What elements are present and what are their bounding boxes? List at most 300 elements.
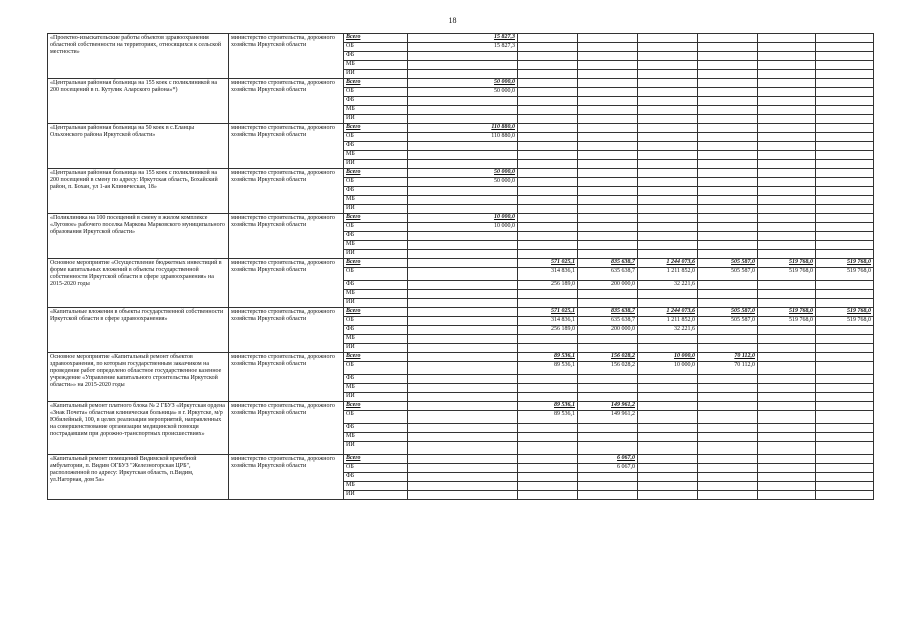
funding-source-cell: ИИ — [344, 160, 408, 169]
amount-cell — [518, 61, 578, 70]
amount-cell — [758, 455, 816, 464]
amount-cell — [698, 187, 758, 196]
funding-source-cell: ОБ — [344, 268, 408, 281]
funding-source-cell: ОБ — [344, 88, 408, 97]
amount-cell — [638, 196, 698, 205]
amount-cell: 89 536,1 — [518, 362, 578, 375]
amount-cell — [758, 473, 816, 482]
budget-table-body — [48, 34, 874, 500]
amount-cell — [638, 133, 698, 142]
funding-source-cell: ОБ — [344, 464, 408, 473]
amount-cell — [408, 115, 518, 124]
amount-cell: 505 587,0 — [698, 308, 758, 317]
amount-cell — [816, 393, 874, 402]
amount-cell: 32 221,6 — [638, 281, 698, 290]
amount-cell — [816, 353, 874, 362]
amount-cell — [758, 61, 816, 70]
amount-cell — [698, 393, 758, 402]
event-name-cell: Основное мероприятие «Осуществление бюджетных инвестиций в форме капитальных вложений в объекты государственной собственности Иркутской области в сфере здравоохранения» на 2015-2020 годы — [48, 259, 229, 308]
budget-row — [48, 402, 874, 411]
event-name-cell: Основное мероприятие «Капитальный ремонт объектов здравоохранения, по которым государственным заказчиком на проведение работ определено областное государственное казенное учреждение «Управление капитального строительства Иркутской области»» на 2015-2020 годы — [48, 353, 229, 402]
amount-cell — [698, 34, 758, 43]
amount-cell — [698, 151, 758, 160]
amount-cell — [578, 442, 638, 455]
event-name-cell: «Капитальный ремонт помещений Видимской врачебной амбулатории, п. Видим ОГБУЗ "Железногорская ЦРБ", расположенной по адресу: Иркутская область, п.Видим, ул.Нагорная, дом 5а» — [48, 455, 229, 500]
amount-cell — [578, 223, 638, 232]
amount-cell: 89 536,1 — [518, 353, 578, 362]
amount-cell — [698, 97, 758, 106]
amount-cell — [816, 106, 874, 115]
amount-cell: 1 244 073,6 — [638, 308, 698, 317]
amount-cell — [816, 326, 874, 335]
amount-cell — [578, 70, 638, 79]
amount-cell — [638, 442, 698, 455]
amount-cell — [578, 299, 638, 308]
amount-cell — [638, 214, 698, 223]
amount-cell — [578, 433, 638, 442]
amount-cell — [698, 124, 758, 133]
amount-cell: 32 221,6 — [638, 326, 698, 335]
funding-source-cell: Всего — [344, 214, 408, 223]
amount-cell — [698, 133, 758, 142]
amount-cell — [698, 473, 758, 482]
amount-cell — [578, 241, 638, 250]
funding-source-cell: МБ — [344, 335, 408, 344]
executor-cell: министерство строительства, дорожного хозяйства Иркутской области — [229, 169, 344, 214]
amount-cell: 256 189,0 — [518, 326, 578, 335]
amount-cell: 835 638,7 — [578, 259, 638, 268]
amount-cell: 519 768,0 — [816, 308, 874, 317]
amount-cell: 635 638,7 — [578, 317, 638, 326]
amount-cell — [408, 491, 518, 500]
funding-source-cell: ФБ — [344, 375, 408, 384]
amount-cell: 505 587,0 — [698, 317, 758, 326]
amount-cell — [518, 214, 578, 223]
budget-table — [47, 33, 874, 500]
funding-source-cell: МБ — [344, 482, 408, 491]
amount-cell — [578, 151, 638, 160]
amount-cell — [758, 402, 816, 411]
executor-cell: министерство строительства, дорожного хозяйства Иркутской области — [229, 214, 344, 259]
amount-cell: 1 211 852,0 — [638, 268, 698, 281]
amount-cell — [816, 142, 874, 151]
funding-source-cell: ОБ — [344, 133, 408, 142]
amount-cell — [816, 482, 874, 491]
amount-cell — [408, 232, 518, 241]
amount-cell — [816, 205, 874, 214]
amount-cell — [578, 335, 638, 344]
amount-cell — [518, 70, 578, 79]
amount-cell — [638, 290, 698, 299]
amount-cell: 519 768,0 — [816, 317, 874, 326]
amount-cell — [408, 250, 518, 259]
amount-cell — [518, 151, 578, 160]
amount-cell — [816, 464, 874, 473]
amount-cell — [638, 375, 698, 384]
amount-cell — [638, 411, 698, 424]
amount-cell: 50 000,0 — [408, 79, 518, 88]
amount-cell — [408, 241, 518, 250]
amount-cell — [638, 88, 698, 97]
amount-cell — [698, 442, 758, 455]
funding-source-cell: ФБ — [344, 424, 408, 433]
executor-cell: министерство строительства, дорожного хозяйства Иркутской области — [229, 124, 344, 169]
amount-cell — [758, 482, 816, 491]
funding-source-cell: ИИ — [344, 250, 408, 259]
amount-cell — [638, 384, 698, 393]
amount-cell — [578, 43, 638, 52]
amount-cell — [758, 384, 816, 393]
amount-cell — [816, 43, 874, 52]
amount-cell — [638, 70, 698, 79]
amount-cell: 70 112,0 — [698, 362, 758, 375]
amount-cell — [518, 106, 578, 115]
amount-cell — [638, 106, 698, 115]
amount-cell — [518, 241, 578, 250]
amount-cell — [698, 491, 758, 500]
amount-cell — [408, 433, 518, 442]
amount-cell: 314 836,1 — [518, 317, 578, 326]
amount-cell — [638, 187, 698, 196]
amount-cell: 200 000,0 — [578, 326, 638, 335]
amount-cell: 519 768,0 — [758, 308, 816, 317]
amount-cell — [638, 142, 698, 151]
amount-cell — [758, 178, 816, 187]
amount-cell — [408, 424, 518, 433]
amount-cell — [518, 464, 578, 473]
funding-source-cell: ИИ — [344, 205, 408, 214]
amount-cell — [758, 393, 816, 402]
amount-cell — [758, 160, 816, 169]
amount-cell — [638, 335, 698, 344]
amount-cell — [638, 43, 698, 52]
event-name-cell: «Центральная районная больница на 155 коек с поликлиникой на 200 посещений в п. Кутулик Аларского района»*) — [48, 79, 229, 124]
amount-cell — [816, 250, 874, 259]
amount-cell — [758, 214, 816, 223]
amount-cell: 10 000,0 — [638, 353, 698, 362]
amount-cell — [408, 259, 518, 268]
amount-cell — [518, 232, 578, 241]
amount-cell — [518, 384, 578, 393]
amount-cell — [816, 88, 874, 97]
amount-cell — [518, 187, 578, 196]
amount-cell — [408, 187, 518, 196]
amount-cell — [758, 106, 816, 115]
amount-cell — [408, 308, 518, 317]
amount-cell — [578, 61, 638, 70]
funding-source-cell: ИИ — [344, 393, 408, 402]
amount-cell: 110 880,0 — [408, 133, 518, 142]
amount-cell — [758, 299, 816, 308]
amount-cell — [518, 178, 578, 187]
funding-source-cell: МБ — [344, 433, 408, 442]
event-name-cell: «Поликлиника на 100 посещений в смену в жилом комплексе «Луговое» рабочего поселка Маркова Марковского муниципального образования Иркутской области» — [48, 214, 229, 259]
amount-cell — [518, 424, 578, 433]
amount-cell — [698, 52, 758, 61]
amount-cell — [758, 491, 816, 500]
amount-cell — [758, 34, 816, 43]
amount-cell — [758, 142, 816, 151]
amount-cell: 15 827,3 — [408, 34, 518, 43]
funding-source-cell: ОБ — [344, 362, 408, 375]
amount-cell — [578, 424, 638, 433]
amount-cell — [518, 115, 578, 124]
amount-cell — [408, 317, 518, 326]
amount-cell — [578, 97, 638, 106]
amount-cell — [518, 88, 578, 97]
amount-cell — [408, 151, 518, 160]
amount-cell — [408, 375, 518, 384]
amount-cell — [408, 70, 518, 79]
amount-cell — [518, 160, 578, 169]
funding-source-cell: Всего — [344, 308, 408, 317]
funding-source-cell: ИИ — [344, 115, 408, 124]
amount-cell — [758, 115, 816, 124]
amount-cell — [758, 326, 816, 335]
funding-source-cell: ОБ — [344, 178, 408, 187]
amount-cell: 1 211 852,0 — [638, 317, 698, 326]
amount-cell — [578, 106, 638, 115]
funding-source-cell: ОБ — [344, 317, 408, 326]
amount-cell: 50 000,0 — [408, 178, 518, 187]
funding-source-cell: Всего — [344, 455, 408, 464]
funding-source-cell: Всего — [344, 402, 408, 411]
amount-cell — [518, 133, 578, 142]
funding-source-cell: МБ — [344, 290, 408, 299]
amount-cell — [638, 52, 698, 61]
funding-source-cell: ОБ — [344, 223, 408, 232]
amount-cell — [816, 335, 874, 344]
amount-cell: 571 025,1 — [518, 308, 578, 317]
amount-cell — [638, 79, 698, 88]
amount-cell — [816, 223, 874, 232]
amount-cell — [638, 455, 698, 464]
amount-cell — [578, 34, 638, 43]
amount-cell — [816, 473, 874, 482]
amount-cell — [578, 79, 638, 88]
amount-cell — [578, 384, 638, 393]
amount-cell — [578, 160, 638, 169]
amount-cell — [758, 241, 816, 250]
amount-cell — [698, 61, 758, 70]
funding-source-cell: МБ — [344, 151, 408, 160]
amount-cell — [408, 268, 518, 281]
amount-cell — [578, 187, 638, 196]
event-name-cell: «Капитальный ремонт платного блока № 2 ГБУЗ «Иркутская ордена «Знак Почета» областная клиническая больница» в г. Иркутске, м/р Юбилейный, 100, в целях реализации мероприятий, направленных на совершенствование организации медицинской помощи пострадавшим при дорожно-транспортных происшествиях» — [48, 402, 229, 455]
funding-source-cell: МБ — [344, 384, 408, 393]
funding-source-cell: ФБ — [344, 97, 408, 106]
amount-cell — [816, 411, 874, 424]
amount-cell — [816, 196, 874, 205]
amount-cell — [518, 442, 578, 455]
amount-cell — [758, 433, 816, 442]
amount-cell — [816, 169, 874, 178]
amount-cell — [408, 402, 518, 411]
amount-cell — [816, 115, 874, 124]
amount-cell — [578, 115, 638, 124]
amount-cell — [816, 61, 874, 70]
amount-cell: 519 768,0 — [758, 317, 816, 326]
amount-cell — [816, 214, 874, 223]
amount-cell — [638, 491, 698, 500]
amount-cell — [816, 160, 874, 169]
amount-cell — [758, 133, 816, 142]
amount-cell — [816, 375, 874, 384]
amount-cell — [698, 250, 758, 259]
funding-source-cell: ИИ — [344, 442, 408, 455]
amount-cell: 571 025,1 — [518, 259, 578, 268]
amount-cell — [638, 115, 698, 124]
amount-cell — [578, 52, 638, 61]
amount-cell — [408, 205, 518, 214]
amount-cell — [698, 241, 758, 250]
amount-cell: 50 000,0 — [408, 88, 518, 97]
amount-cell — [698, 455, 758, 464]
funding-source-cell: ФБ — [344, 52, 408, 61]
funding-source-cell: ИИ — [344, 70, 408, 79]
amount-cell — [518, 473, 578, 482]
amount-cell — [518, 455, 578, 464]
amount-cell: 149 961,2 — [578, 402, 638, 411]
amount-cell — [758, 362, 816, 375]
amount-cell: 519 768,0 — [816, 268, 874, 281]
amount-cell: 256 189,0 — [518, 281, 578, 290]
funding-source-cell: ФБ — [344, 473, 408, 482]
amount-cell: 314 836,1 — [518, 268, 578, 281]
amount-cell — [758, 169, 816, 178]
executor-cell: министерство строительства, дорожного хозяйства Иркутской области — [229, 259, 344, 308]
amount-cell — [638, 241, 698, 250]
amount-cell — [518, 205, 578, 214]
amount-cell — [408, 335, 518, 344]
amount-cell — [638, 223, 698, 232]
amount-cell — [638, 34, 698, 43]
amount-cell — [758, 335, 816, 344]
amount-cell — [816, 187, 874, 196]
amount-cell — [816, 79, 874, 88]
amount-cell — [578, 482, 638, 491]
amount-cell — [518, 290, 578, 299]
amount-cell — [578, 250, 638, 259]
amount-cell — [518, 169, 578, 178]
amount-cell — [638, 232, 698, 241]
amount-cell — [638, 205, 698, 214]
funding-source-cell: ИИ — [344, 491, 408, 500]
amount-cell — [578, 169, 638, 178]
amount-cell — [408, 97, 518, 106]
amount-cell — [816, 178, 874, 187]
amount-cell — [698, 299, 758, 308]
amount-cell — [816, 97, 874, 106]
amount-cell — [758, 424, 816, 433]
amount-cell — [758, 70, 816, 79]
amount-cell — [816, 151, 874, 160]
funding-source-cell: ИИ — [344, 344, 408, 353]
amount-cell — [408, 353, 518, 362]
amount-cell: 519 768,0 — [758, 259, 816, 268]
amount-cell — [816, 362, 874, 375]
amount-cell — [816, 442, 874, 455]
amount-cell — [698, 70, 758, 79]
funding-source-cell: ФБ — [344, 326, 408, 335]
amount-cell — [408, 299, 518, 308]
budget-row — [48, 308, 874, 317]
amount-cell: 519 768,0 — [816, 259, 874, 268]
amount-cell — [408, 281, 518, 290]
event-name-cell: «Центральная районная больница на 155 коек с поликлиникой на 200 посещений в смену по адресу: Иркутская область, Бохайский район, п. Бохан, ул 1-ая Клиническая, 18» — [48, 169, 229, 214]
amount-cell — [758, 223, 816, 232]
amount-cell — [518, 142, 578, 151]
funding-source-cell: Всего — [344, 259, 408, 268]
amount-cell — [408, 482, 518, 491]
amount-cell: 200 000,0 — [578, 281, 638, 290]
amount-cell — [816, 133, 874, 142]
amount-cell — [518, 79, 578, 88]
amount-cell — [816, 232, 874, 241]
amount-cell — [638, 402, 698, 411]
amount-cell: 89 536,1 — [518, 411, 578, 424]
event-name-cell: «Капитальные вложения в объекты государственной собственности Иркутской области в сфере здравоохранения» — [48, 308, 229, 353]
funding-source-cell: ФБ — [344, 281, 408, 290]
amount-cell — [758, 353, 816, 362]
amount-cell: 10 000,0 — [408, 223, 518, 232]
funding-source-cell: МБ — [344, 61, 408, 70]
amount-cell — [698, 290, 758, 299]
amount-cell: 89 536,1 — [518, 402, 578, 411]
funding-source-cell: МБ — [344, 241, 408, 250]
budget-row — [48, 259, 874, 268]
amount-cell — [698, 482, 758, 491]
amount-cell — [578, 196, 638, 205]
amount-cell — [518, 34, 578, 43]
amount-cell — [518, 97, 578, 106]
amount-cell — [758, 205, 816, 214]
amount-cell — [698, 281, 758, 290]
amount-cell — [758, 151, 816, 160]
amount-cell — [578, 133, 638, 142]
amount-cell — [638, 61, 698, 70]
amount-cell: 149 961,2 — [578, 411, 638, 424]
funding-source-cell: МБ — [344, 106, 408, 115]
amount-cell — [638, 473, 698, 482]
amount-cell: 519 768,0 — [758, 268, 816, 281]
amount-cell — [816, 241, 874, 250]
amount-cell — [408, 344, 518, 353]
amount-cell: 6 067,0 — [578, 455, 638, 464]
budget-row — [48, 79, 874, 88]
amount-cell — [698, 402, 758, 411]
amount-cell — [518, 491, 578, 500]
amount-cell — [638, 464, 698, 473]
amount-cell — [518, 124, 578, 133]
amount-cell — [518, 375, 578, 384]
amount-cell — [638, 97, 698, 106]
amount-cell — [758, 250, 816, 259]
amount-cell — [698, 411, 758, 424]
budget-row — [48, 214, 874, 223]
amount-cell: 6 067,0 — [578, 464, 638, 473]
amount-cell: 156 028,2 — [578, 362, 638, 375]
amount-cell: 10 000,0 — [408, 214, 518, 223]
amount-cell — [518, 52, 578, 61]
event-name-cell: «Центральная районная больница на 50 коек в с.Еланцы Ольхонского района Иркутской области» — [48, 124, 229, 169]
amount-cell — [408, 393, 518, 402]
amount-cell — [638, 151, 698, 160]
amount-cell — [758, 52, 816, 61]
amount-cell — [408, 384, 518, 393]
amount-cell — [638, 393, 698, 402]
page-number: 18 — [448, 16, 457, 25]
